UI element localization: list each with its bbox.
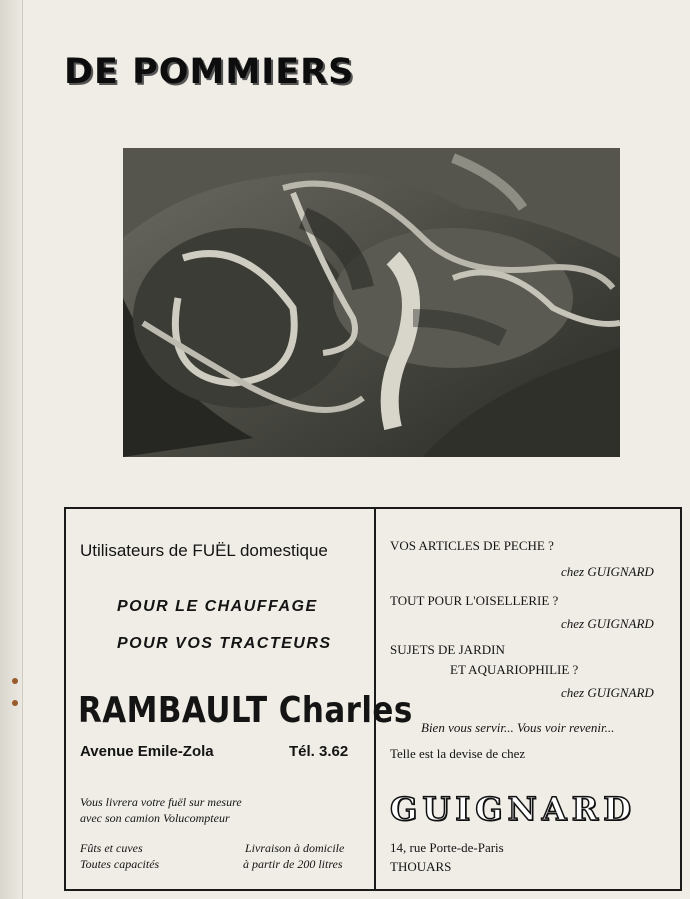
guignard-logo: GUIGNARD [390,790,636,828]
birds-question: TOUT POUR L'OISELLERIE ? [390,593,559,608]
garden-question-1: SUJETS DE JARDIN [390,642,505,657]
motto: Bien vous servir... Vous voir revenir... [421,720,615,735]
delivery-line-1: Vous livrera votre fuël sur mesure [80,795,242,809]
barrels-line: Fûts et cuves [80,841,143,855]
address: Avenue Emile-Zola [80,743,214,760]
shop-address: 14, rue Porte-de-Paris [390,840,504,855]
delivery-line-2: avec son camion Volucompteur [80,811,230,825]
binding-hole [12,700,18,706]
page-title: DE POMMIERS [64,52,355,92]
page-binding-edge [0,0,23,899]
phone-number: Tél. 3.62 [289,743,349,760]
binding-hole [12,678,18,684]
aerial-circuit-photo [123,148,620,457]
heating-line: POUR LE CHAUFFAGE [117,598,318,615]
birds-answer: chez GUIGNARD [561,616,654,631]
garden-question-2: ET AQUARIOPHILIE ? [450,662,579,677]
garden-answer: chez GUIGNARD [561,685,654,700]
fuel-users-line: Utilisateurs de FUËL domestique [80,541,328,560]
fishing-question: VOS ARTICLES DE PECHE ? [390,538,554,553]
fishing-answer: chez GUIGNARD [561,564,654,579]
motto-intro: Telle est la devise de chez [390,746,526,761]
minimum-litres-line: à partir de 200 litres [243,857,343,871]
home-delivery-line: Livraison à domicile [245,841,345,855]
shop-city: THOUARS [390,859,452,874]
capacities-line: Toutes capacités [80,857,160,871]
tractors-line: POUR VOS TRACTEURS [117,635,332,652]
company-name: RAMBAULT Charles [78,690,413,731]
